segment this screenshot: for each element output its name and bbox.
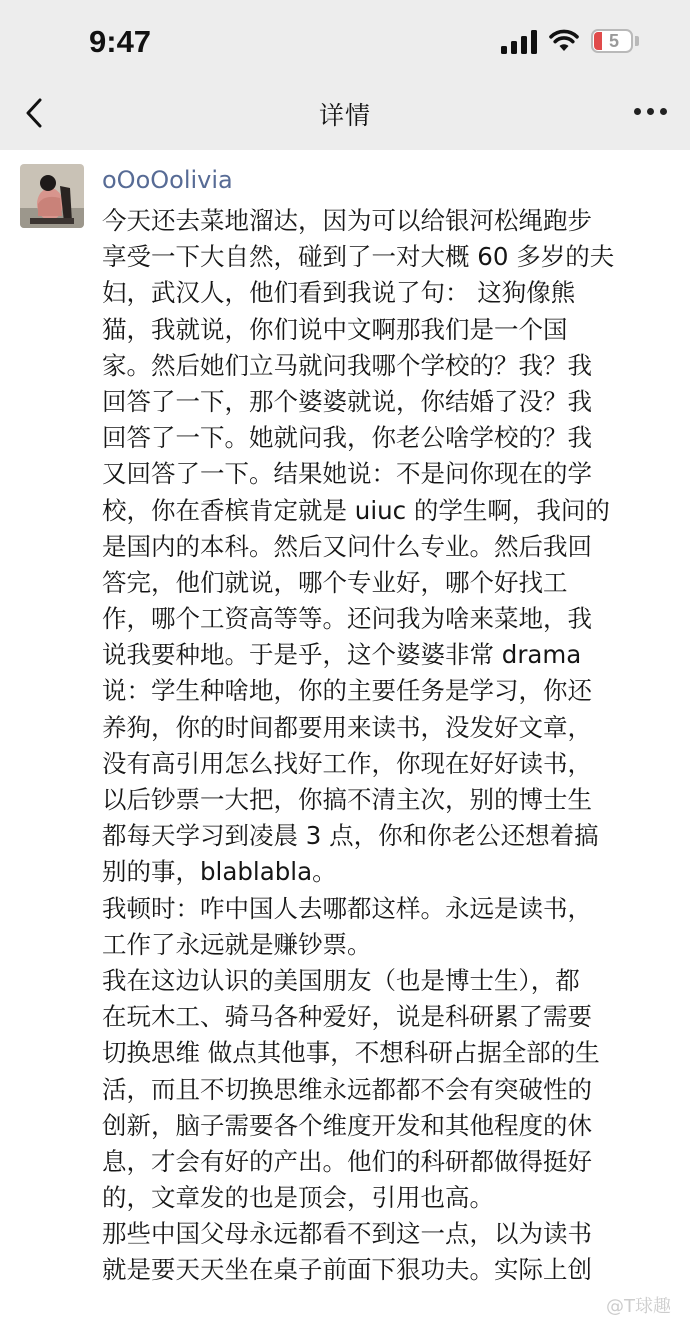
- more-button[interactable]: [630, 100, 670, 124]
- wifi-icon: [549, 29, 579, 53]
- post-text-line: 我在这边认识的美国朋友（也是博士生），都: [102, 965, 580, 995]
- watermark: @T球趣: [606, 1296, 671, 1317]
- post-text-line: 那些中国父母永远都看不到这一点，以为读书: [102, 1219, 592, 1249]
- post-text-line: 作，哪个工资高等等。还问我为啥来菜地，我: [102, 604, 592, 634]
- page-title: 详情: [318, 101, 371, 130]
- post-text-line: 别的事，blablabla。: [102, 857, 337, 887]
- post-text-line: 就是要天天坐在桌子前面下狠功夫。实际上创: [102, 1255, 592, 1285]
- post-text-line: 答完，他们就说，哪个专业好，哪个好找工: [102, 567, 568, 597]
- post-text-line: 是国内的本科。然后又问什么专业。然后我回: [102, 531, 592, 561]
- post-text-line: 享受一下大自然，碰到了一对大概 60 多岁的夫: [102, 242, 615, 272]
- username-link[interactable]: oOoOolivia: [102, 166, 233, 194]
- post-text-line: 说我要种地。于是乎，这个婆婆非常 drama: [102, 640, 582, 670]
- post-text-line: 的，文章发的也是顶会，引用也高。: [102, 1183, 494, 1213]
- post-text-line: 息，才会有好的产出。他们的科研都做得挺好: [102, 1146, 592, 1176]
- cellular-signal-icon: [500, 30, 538, 54]
- post-text-line: 猫，我就说，你们说中文啊那我们是一个国: [102, 314, 568, 344]
- post-text-line: 说：学生种啥地，你的主要任务是学习，你还: [102, 676, 592, 706]
- post-text-line: 以后钞票一大把，你搞不清主次，别的博士生: [102, 785, 592, 814]
- avatar[interactable]: [20, 164, 84, 228]
- post-text-line: 创新，脑子需要各个维度开发和其他程度的休: [102, 1110, 592, 1140]
- post-text-line: 今天还去菜地溜达，因为可以给银河松绳跑步: [102, 206, 592, 235]
- avatar-image: [20, 164, 84, 228]
- status-time: 9:47: [89, 24, 152, 59]
- post-text-line: 没有高引用怎么找好工作，你现在好好读书，: [102, 748, 592, 778]
- post-text-line: 活，而且不切换思维永远都都不会有突破性的: [102, 1074, 592, 1104]
- battery-icon: [591, 29, 633, 53]
- battery-level-text: 5: [608, 31, 619, 51]
- navigation-bar: [0, 80, 690, 150]
- post-text-line: 工作了永远就是赚钞票。: [102, 929, 372, 959]
- post-text-line: 切换思维 做点其他事，不想科研占据全部的生: [102, 1038, 600, 1068]
- post-content: [102, 203, 682, 1289]
- post-text-line: 在玩木工、骑马各种爱好，说是科研累了需要: [102, 1002, 592, 1032]
- battery-cap: [635, 36, 639, 46]
- post-text-line: 养狗，你的时间都要用来读书，没发好文章，: [102, 712, 592, 742]
- post-text-line: 回答了一下，那个婆婆就说，你结婚了没？我: [102, 386, 592, 416]
- more-dots-icon: [634, 108, 641, 115]
- post-text-line: 妇，武汉人，他们看到我说了句： 这狗像熊: [102, 278, 576, 308]
- post-text-line: 我顿时：咋中国人去哪都这样。永远是读书，: [102, 893, 592, 923]
- post-text-line: 校，你在香槟肯定就是 uiuc 的学生啊，我问的: [102, 495, 610, 525]
- header-area: [0, 0, 690, 150]
- post-text-line: 都每天学习到凌晨 3 点，你和你老公还想着搞: [102, 821, 599, 851]
- status-bar: [0, 0, 690, 80]
- post-text-line: 家。然后她们立马就问我哪个学校的？我？我: [102, 350, 592, 380]
- post-text-line: 又回答了一下。结果她说：不是问你现在的学: [102, 459, 592, 489]
- post-text-line: 回答了一下。她就问我，你老公啥学校的？我: [102, 423, 592, 453]
